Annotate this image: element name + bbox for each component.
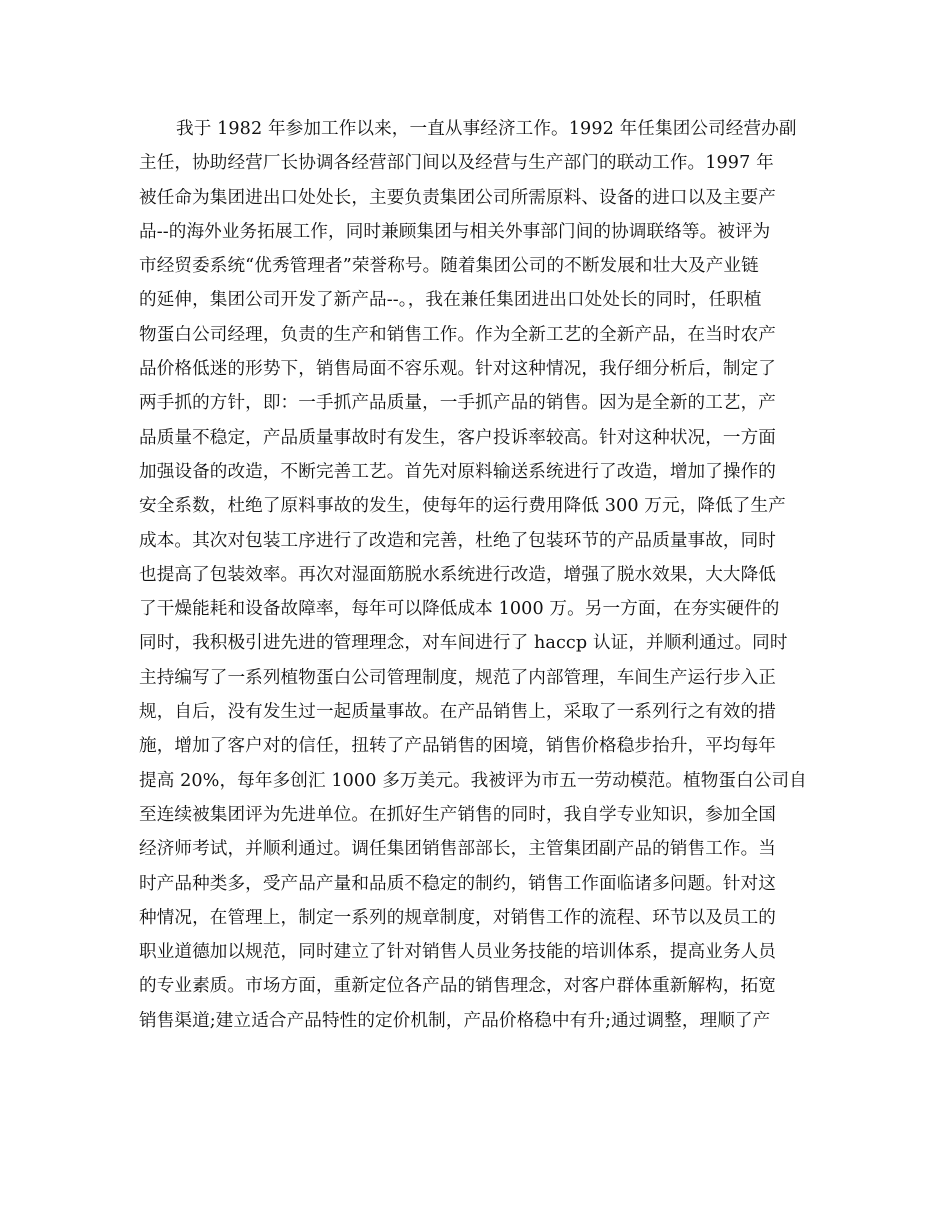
paragraph-line: 也提高了包装效率。再次对湿面筋脱水系统进行改造，增强了脱水效果，大大降低	[139, 564, 776, 585]
paragraph-line: 的延伸，集团公司开发了新产品--。，我在兼任集团进出口处处长的同时，任职植	[139, 290, 762, 311]
paragraph-line: 品质量不稳定，产品质量事故时有发生，客户投诉率较高。针对这种状况，一方面	[139, 427, 776, 448]
paragraph-line: 两手抓的方针，即：一手抓产品质量，一手抓产品的销售。因为是全新的工艺，产	[139, 393, 776, 414]
paragraph-line: 规，自后，没有发生过一起质量事故。在产品销售上，采取了一系列行之有效的措	[139, 702, 776, 723]
paragraph-line: 安全系数，杜绝了原料事故的发生，使每年的运行费用降低 300 万元，降低了生产	[139, 496, 786, 517]
paragraph-line: 施，增加了客户对的信任，扭转了产品销售的困境，销售价格稳步抬升，平均每年	[139, 736, 776, 757]
paragraph-line: 主持编写了一系列植物蛋白公司管理制度，规范了内部管理，车间生产运行步入正	[139, 667, 776, 688]
paragraph-line: 加强设备的改造，不断完善工艺。首先对原料输送系统进行了改造，增加了操作的	[139, 461, 776, 482]
paragraph-line: 物蛋白公司经理，负责的生产和销售工作。作为全新工艺的全新产品，在当时农产	[139, 324, 776, 345]
paragraph-line: 被任命为集团进出口处处长，主要负责集团公司所需原料、设备的进口以及主要产	[139, 187, 776, 208]
paragraph-line: 我于 1982 年参加工作以来，一直从事经济工作。1992 年任集团公司经营办副	[176, 119, 797, 139]
paragraph-line: 成本。其次对包装工序进行了改造和完善，杜绝了包装环节的产品质量事故，同时	[139, 530, 776, 551]
paragraph-line: 主任，协助经营厂长协调各经营部门间以及经营与生产部门的联动工作。1997 年	[139, 153, 774, 174]
paragraph-line: 市经贸委系统“优秀管理者”荣誉称号。随着集团公司的不断发展和壮大及产业链	[139, 256, 759, 277]
paragraph-line: 提高 20%，每年多创汇 1000 多万美元。我被评为市五一劳动模范。植物蛋白公司自	[139, 770, 807, 791]
paragraph-line: 品--的海外业务拓展工作，同时兼顾集团与相关外事部门间的协调联络等。被评为	[139, 221, 771, 242]
paragraph-line: 时产品种类多，受产品产量和品质不稳定的制约，销售工作面临诸多问题。针对这	[139, 873, 776, 894]
paragraph-line: 种情况，在管理上，制定一系列的规章制度，对销售工作的流程、环节以及员工的	[139, 907, 776, 928]
paragraph-line: 职业道德加以规范，同时建立了针对销售人员业务技能的培训体系，提高业务人员	[139, 942, 776, 963]
paragraph-line: 至连续被集团评为先进单位。在抓好生产销售的同时，我自学专业知识，参加全国	[139, 804, 776, 825]
paragraph-line: 销售渠道;建立适合产品特性的定价机制，产品价格稳中有升;通过调整，理顺了产	[139, 1010, 771, 1031]
paragraph-line: 了干燥能耗和设备故障率，每年可以降低成本 1000 万。另一方面，在夯实硬件的	[139, 599, 780, 620]
paragraph-line: 同时，我积极引进先进的管理理念，对车间进行了 haccp 认证，并顺利通过。同时	[139, 633, 788, 654]
body-paragraph	[139, 112, 819, 1038]
paragraph-line: 的专业素质。市场方面，重新定位各产品的销售理念，对客户群体重新解构，拓宽	[139, 976, 776, 997]
paragraph-line: 品价格低迷的形势下，销售局面不容乐观。针对这种情况，我仔细分析后，制定了	[139, 359, 776, 380]
paragraph-line: 经济师考试，并顺利通过。调任集团销售部部长，主管集团副产品的销售工作。当	[139, 839, 776, 860]
